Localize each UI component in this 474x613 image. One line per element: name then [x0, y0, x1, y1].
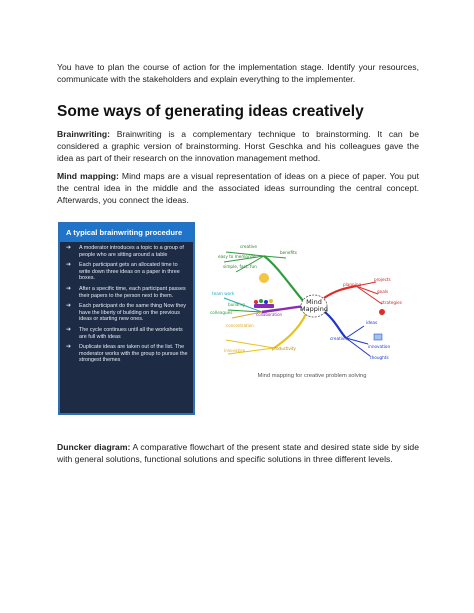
mindmapping-paragraph [57, 170, 419, 206]
mm-label: productivity [272, 346, 296, 351]
mm-label: easy to memorize [218, 254, 256, 259]
duncker-text: A comparative flowchart of the present state and desired state side by side with general solutions, functional solutions and specific solutions in three different levels. [57, 442, 419, 464]
section-heading: Some ways of generating ideas creatively [57, 103, 364, 120]
arrow-icon: ➔ [66, 262, 72, 269]
procedure-title: A typical brainwriting procedure [60, 224, 193, 242]
mm-label: ideas [366, 320, 378, 325]
mm-label: goals [377, 289, 389, 294]
procedure-step [66, 344, 189, 364]
mm-label: strategies [381, 300, 402, 305]
brainwriting-text: Brainwriting is a complementary technique to brainstorming. It can be considered a graphic version of brainstorming. Horst Geschka and his colleagues gave the idea as part of their research on the innovation management method. [57, 129, 419, 163]
procedure-steps [60, 242, 193, 364]
branch-line [226, 340, 274, 348]
brainwriting-paragraph [57, 128, 419, 164]
mindmapping-term: Mind mapping: [57, 171, 119, 181]
procedure-step-text: Duplicate ideas are taken out of the list. The moderator works with the group to pursue the strongest themes [79, 344, 188, 364]
mm-label: creative [240, 244, 257, 249]
arrow-icon: ➔ [66, 245, 72, 251]
mm-label: collaboration [256, 312, 283, 317]
procedure-step [66, 327, 189, 340]
duncker-term: Duncker diagram: [57, 442, 131, 452]
mm-label: projects [374, 277, 391, 282]
brainwriting-procedure-box [58, 222, 195, 415]
mm-label: building [228, 302, 245, 307]
arrow-icon: ➔ [66, 303, 72, 310]
center-label-line2: Mapping [300, 305, 328, 313]
branch-creativity [322, 310, 346, 338]
branch-planning [324, 286, 356, 298]
procedure-step-text: A moderator introduces a topic to a group of people who are sitting around a table [79, 245, 184, 258]
procedure-step [66, 245, 189, 258]
arrow-icon: ➔ [66, 344, 72, 351]
mm-label: planning [343, 282, 362, 287]
mm-label: innovation [368, 344, 391, 349]
mind-map-caption: Mind mapping for creative problem solving [257, 373, 367, 379]
mm-label: benefits [280, 250, 297, 255]
procedure-step [66, 286, 189, 299]
mm-label: simple, fast, fun [223, 264, 257, 269]
arrow-icon: ➔ [66, 285, 72, 292]
mm-label: innovation [224, 348, 246, 353]
procedure-step-text: Each participant gets an allocated time to write down three ideas on a paper in three boxes. [79, 262, 180, 282]
mm-label: colleagues [210, 310, 233, 315]
branch-line [356, 286, 378, 294]
procedure-step-text: Each participant do the same thing Now they have the liberty of building on the previous ideas or starting new ones. [79, 303, 186, 323]
duncker-paragraph [57, 441, 419, 465]
branch-productivity [274, 314, 306, 348]
procedure-step-text: After a specific time, each participant passes their papers to the person next to them. [79, 285, 186, 299]
intro-paragraph: You have to plan the course of action for the implementation stage. Identify your resources, communicate with the stakeholders and explain everything to the implementer. [57, 62, 419, 84]
mind-map-illustration [206, 240, 418, 365]
center-label-line1: Mind [306, 298, 322, 306]
branch-benefits [264, 256, 304, 302]
procedure-step [66, 262, 189, 282]
mm-label: team work [212, 291, 235, 296]
lightbulb-icon [259, 273, 269, 283]
procedure-step [66, 303, 189, 323]
arrow-icon: ➔ [66, 326, 72, 333]
computer-icon [374, 334, 382, 340]
mm-label: concentration [226, 323, 254, 328]
people-icon [254, 299, 274, 308]
brainwriting-term: Brainwriting: [57, 129, 110, 139]
mm-label: creativity [330, 336, 350, 341]
mm-label: thoughts [370, 355, 389, 360]
procedure-step-text: The cycle continues until all the worksheets are full with ideas [79, 326, 183, 340]
mindmapping-text: Mind maps are a visual representation of ideas on a piece of paper. You put the central idea in the middle and the associated ideas surrounding the central concept. Afterwards, you connect the ideas. [57, 171, 419, 205]
target-icon [379, 309, 385, 315]
